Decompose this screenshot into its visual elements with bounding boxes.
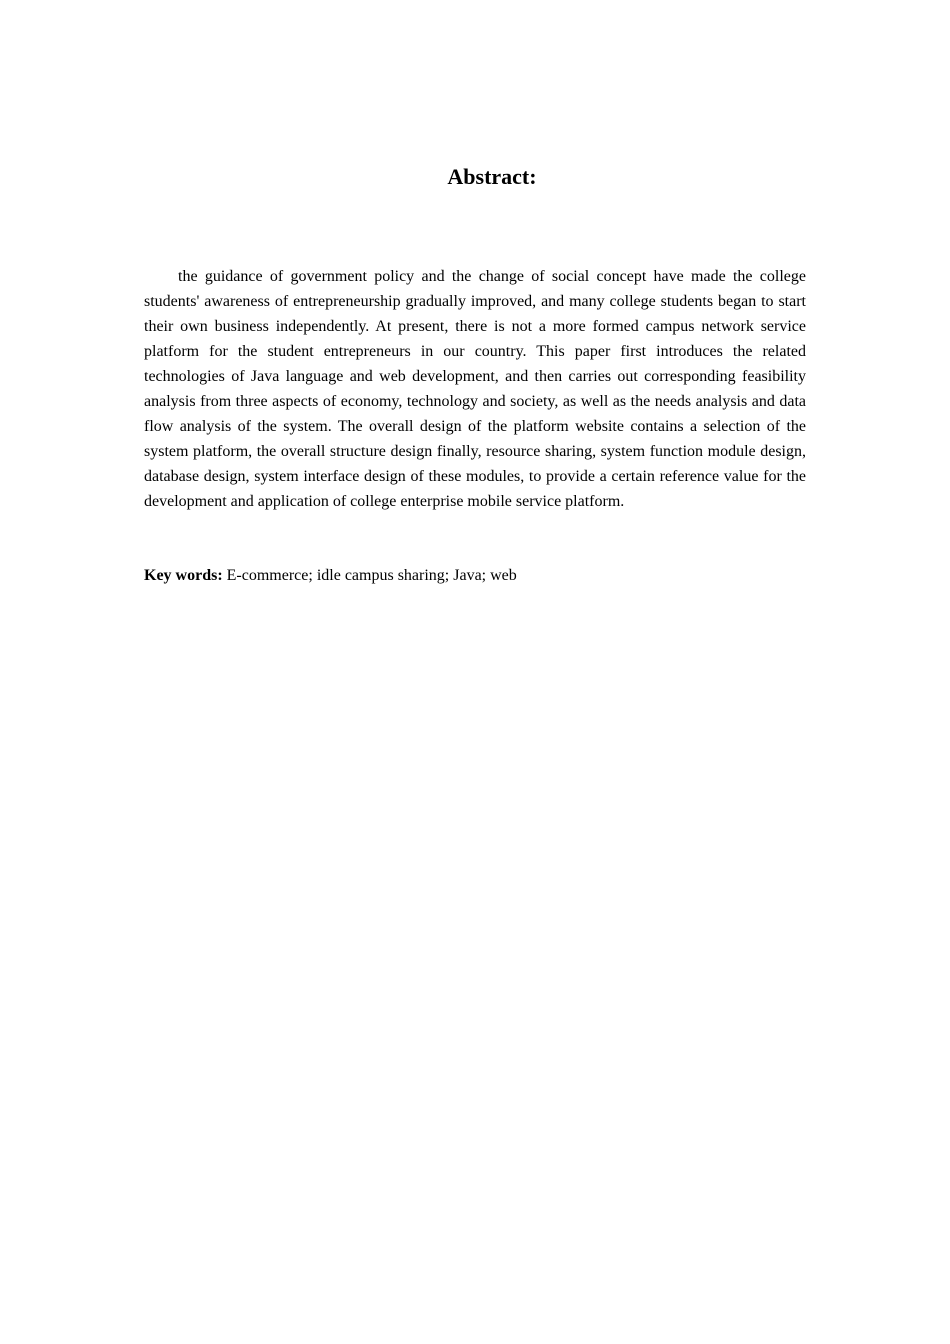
abstract-paragraph: the guidance of government policy and the change of social concept have made the college students' awareness of entrepreneurship gradually improved, and many college students began to start their own business independently. At present, there is not a more formed campus network service platform for the student entrepreneurs in our country. This paper first introduces the related technologies of Java language and web development, and then carries out corresponding feasibility analysis from three aspects of economy, technology and society, as well as the needs analysis and data flow analysis of the system. The overall design of the platform website contains a selection of the system platform, the overall structure design finally, resource sharing, system function module design, database design, system interface design of these modules, to provide a certain reference value for the development and application of college enterprise mobile service platform. [144,268,806,510]
page-title: Abstract: [447,164,537,189]
keywords-value: E-commerce; idle campus sharing; Java; web [226,567,517,584]
keywords-label: Key words: [144,567,223,584]
keywords-line [144,563,806,588]
